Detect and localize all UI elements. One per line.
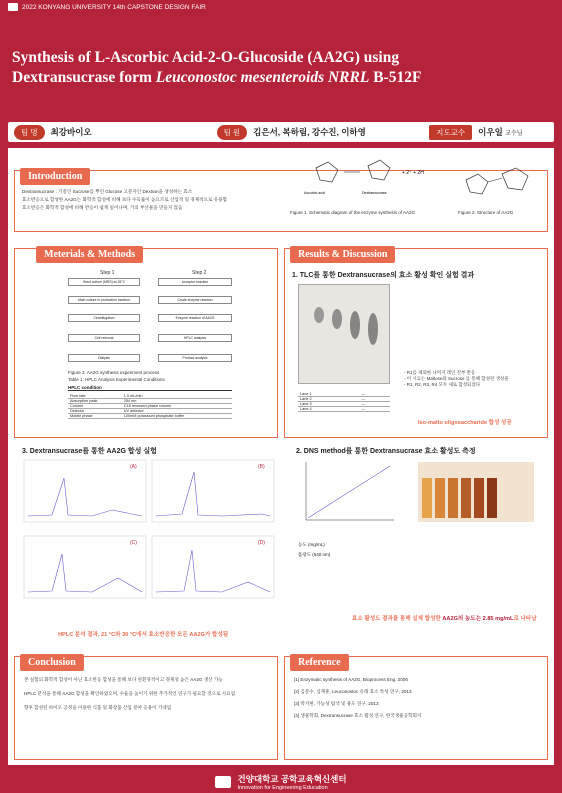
advisor-name: 이우일: [478, 127, 503, 137]
results-heading: Results & Discussion: [290, 246, 395, 263]
hplc-callout: HPLC 분석 결과, 21 °C와 30 °C에서 효소반응한 모든 AA2G가 합성됨: [58, 632, 229, 638]
intro-heading: Introduction: [20, 168, 90, 185]
tlc-note: - R1, R2, R3, R4 모두 새로 합성되었다: [404, 382, 481, 387]
flow-step: HPLC analysis: [158, 334, 232, 342]
conclusion-bullet: 본 실험의 화학적 합성이 아닌 효소반응 합성을 통해 보다 친환경적이고 경제성 높은 AA2G 생산 가능: [24, 677, 223, 682]
intro-bullet: 효소반응은 화학적 합성에 비해 반응이 쉽게 일어나며, 거의 부산물을 만들지 않음: [22, 205, 183, 210]
hplc-cell: 254 nm: [122, 399, 232, 404]
hplc-cell: Detector: [68, 409, 122, 414]
flow-step: Main culture in production medium: [68, 296, 140, 304]
hplc-cell: Flow rate: [68, 394, 122, 399]
footer: [0, 770, 562, 793]
conclusion-bullet: 향후 합성된 바이오 공정을 이용한 식품 및 화장품 산업 분야 응용이 기대됨: [24, 705, 172, 710]
results-h2: 2. DNS method를 통한 Dextransucrase 효소 활성도 측정: [296, 448, 476, 455]
tlc-callout: Iso-malto oligosaccharide 합성 성공: [418, 420, 512, 426]
reference-item: [3] 박지현, 가능성 탐색 및 용도 연구, 2013: [294, 701, 379, 706]
members-label: 팀 원: [217, 125, 248, 140]
hplc-cell: UV detector: [122, 409, 232, 414]
panel-label: (D): [258, 540, 265, 546]
svg-text:Dextransucrase: Dextransucrase: [362, 191, 387, 195]
results-h3: 3. Dextransucrase를 통한 AA2G 합성 실험: [22, 448, 157, 455]
dns-head: 농도 (mg/mL): [298, 542, 325, 547]
hplc-cell: C18 reversed phase column: [122, 404, 232, 409]
dns-table: [298, 540, 330, 560]
hplc-cell: Mobile phase: [68, 414, 122, 419]
intro-bullets: [22, 188, 274, 212]
lane-label: Lane 3: [298, 402, 359, 407]
panel-label: (A): [130, 464, 137, 470]
footer-line-1: 건양대학교 공학교육혁신센터: [237, 773, 347, 784]
title-line-1: Synthesis of L-Ascorbic Acid-2-O-Glucoside (AA2G) using: [12, 49, 400, 66]
panel-label: (B): [258, 464, 265, 470]
hplc-cell: Column: [68, 404, 122, 409]
reference-item: [4] 생물학회, Dextransucrase 효소 활성 연구, 한국생물공학회지: [294, 713, 422, 718]
flow-step: Acceptor reaction: [158, 278, 232, 286]
title-line-2: Dextransucrase form Leuconostoc mesenteroids NRRL B-512F: [12, 69, 422, 86]
hplc-charts: [22, 458, 278, 608]
flow-step: Cell removal: [68, 334, 140, 342]
lane-label: Lane 1: [298, 392, 359, 397]
fig2-caption: Figure 2. Structure of AA2G: [458, 210, 514, 215]
reference-heading: Reference: [290, 654, 349, 671]
advisor-label: 지도교수: [429, 125, 472, 140]
aa2g-structure: [458, 152, 548, 210]
standard-curve: [298, 458, 398, 528]
panel-b: [152, 460, 274, 522]
flow-step: Seed culture (MRS) at 28°C: [68, 278, 140, 286]
dns-tubes: [418, 462, 534, 522]
team-bar: [8, 122, 554, 142]
reference-item: [2] 김문수, 심재훈, Leuconostoc 유래 효소 특성 연구, 2013: [294, 689, 412, 694]
step1-label: Step 1: [100, 270, 115, 276]
results-h1: 1. TLC를 통한 Dextransucrase의 효소 활성 확인 실험 결과: [292, 272, 475, 279]
footer-line-2: Innovation for Engineering Education: [237, 784, 328, 791]
conclusion-bullets: [24, 676, 272, 712]
reference-item: [1] Enzymatic synthesis of AA2G, Bioprocess Eng. 2006: [294, 677, 408, 682]
hplc-cell: 100mM potassium phosphate buffer: [122, 414, 232, 419]
flow-step: Crude enzyme reaction: [158, 296, 232, 304]
panel-a: [24, 460, 146, 522]
reference-list: [294, 676, 542, 720]
advisor-suffix: 교수님: [505, 130, 523, 137]
dns-callout: 효소 활성도 결과를 통해 실제 합성한 AA2G의 농도는 2.85 mg/mL로 나타남: [352, 616, 537, 622]
footer-logo-icon: [215, 776, 231, 788]
poster-panel: [8, 148, 554, 765]
team-label: 팀 명: [14, 125, 45, 140]
svg-text:Ascorbic acid: Ascorbic acid: [304, 191, 325, 195]
panel-c: [24, 536, 146, 598]
team-members: 김은서, 복하림, 강수진, 이하영: [253, 127, 366, 137]
reaction-scheme: [298, 148, 448, 208]
dns-area: [298, 458, 542, 578]
hplc-table-title: Table 1. HPLC Analysis Experimental Conditions: [68, 377, 165, 382]
team-name: 최강바이오: [50, 127, 92, 137]
flow-step: Dialysis: [68, 354, 140, 362]
tlc-note: - R1를 제외한 나머지 레인 전부 반응: [404, 370, 476, 375]
lane-label: Lane 2: [298, 397, 359, 402]
conclusion-heading: Conclusion: [20, 654, 84, 671]
header-bar: [0, 0, 562, 14]
intro-bullet: Dextransucrase : 기질인 Sucrose를 뿌린 Glucose 고분자인 Dextran을 생성하는 효소: [22, 189, 193, 194]
university-logo-icon: [8, 3, 18, 11]
flow-step: Centrifugation: [68, 314, 140, 322]
fig1-caption: Figure 1. Schematic diagram of the enzyme synthesis of AA2G: [290, 210, 416, 215]
panel-label: (C): [130, 540, 137, 546]
lane-label: Lane 4: [298, 407, 359, 412]
tlc-spots: [299, 285, 391, 385]
intro-bullet: 효소반응으로 합성한 AA2G는 화학적 합성에 비해 보다 수득률이 높으므로 산업적 및 경제적으로 유용함: [22, 197, 228, 202]
poster-title: [12, 48, 552, 88]
tlc-notes: [404, 370, 542, 388]
hplc-cell: Absorption peak: [68, 399, 122, 404]
hplc-cell: 1.0 mL/min: [122, 394, 232, 399]
step2-label: Step 2: [192, 270, 207, 276]
methods-heading: Meterials & Methods: [36, 246, 143, 263]
tlc-note: - 이 시료는 Maltose와 Sucrose 를 통해 합성된 생성물: [404, 376, 509, 381]
hplc-table: [68, 385, 232, 391]
conclusion-bullet: HPLC 분석을 통해 AA2G 합성을 확인하였으며, 수율을 높이기 위한 추가적인 연구가 필요할 것으로 사료됨: [24, 691, 236, 696]
dns-head: 흡광도 (540 nm): [298, 552, 331, 557]
fair-title: 2022 KONYANG UNIVERSITY 14th CAPSTONE DESIGN FAIR: [22, 3, 206, 11]
tlc-table: Lane 1 — Lane 2 — Lane 3 — Lane 4 —: [298, 392, 390, 412]
hplc-table-head: HPLC condition: [68, 385, 232, 391]
flow-step: Product analysis: [158, 354, 232, 362]
hplc-rows: [68, 394, 232, 419]
tlc-plate: [298, 284, 390, 384]
svg-text:+ 2⁺ + 2H: + 2⁺ + 2H: [402, 170, 424, 176]
flow-step: Enzyme reaction of AA2G: [158, 314, 232, 322]
panel-d: [152, 536, 274, 598]
methods-fig-caption: Figure 3. AA2G synthesis experiment process: [68, 370, 160, 375]
